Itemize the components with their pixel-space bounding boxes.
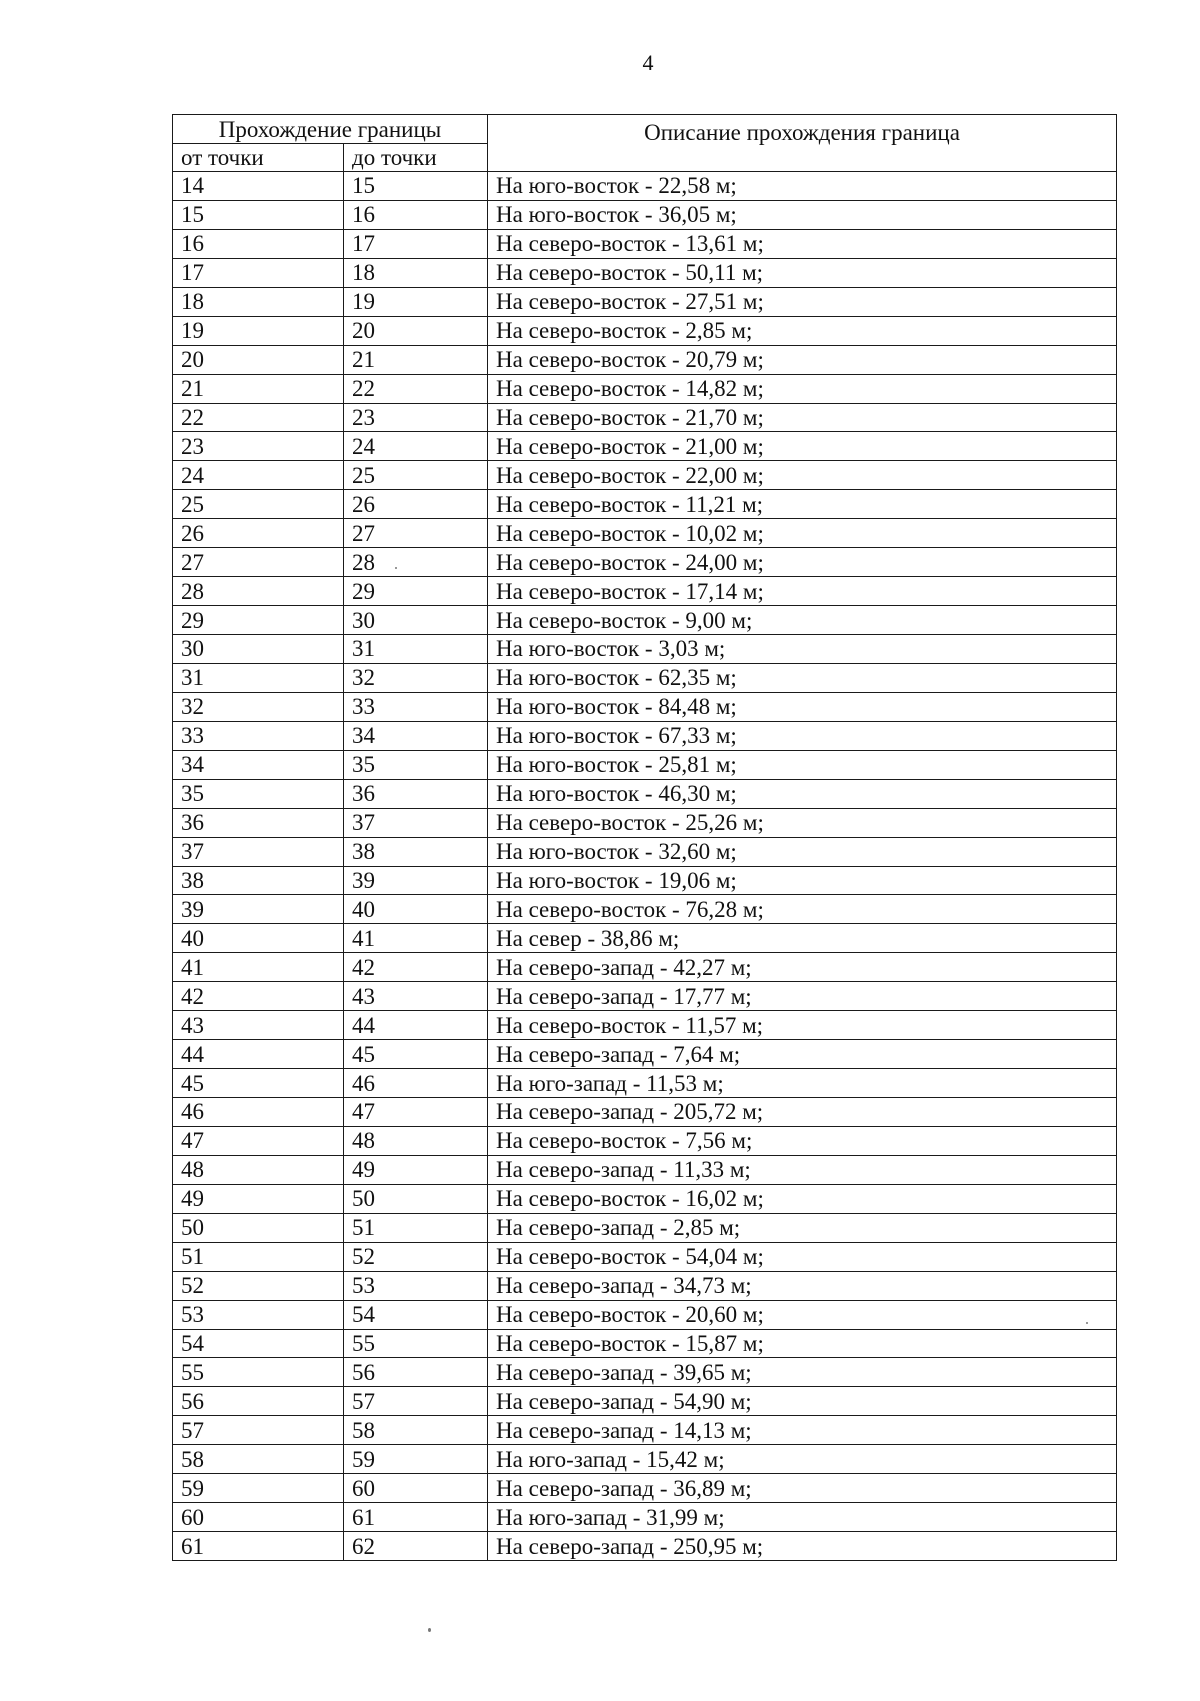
from-point-cell: 30: [173, 635, 344, 664]
to-point-cell: 36: [344, 779, 488, 808]
from-point-cell: 27: [173, 548, 344, 577]
description-cell: На северо-восток - 10,02 м;: [488, 519, 1117, 548]
table-row: [173, 1532, 1117, 1561]
to-point-cell: 35: [344, 750, 488, 779]
from-point-cell: 29: [173, 606, 344, 635]
table-row: [173, 1040, 1117, 1069]
table-row: [173, 461, 1117, 490]
description-cell: На северо-запад - 17,77 м;: [488, 982, 1117, 1011]
scan-speck: [1086, 1322, 1088, 1324]
table-row: [173, 258, 1117, 287]
to-point-cell: 51: [344, 1213, 488, 1242]
to-point-cell: 30: [344, 606, 488, 635]
from-point-cell: 28: [173, 577, 344, 606]
from-point-cell: 58: [173, 1445, 344, 1474]
description-cell: На северо-запад - 11,33 м;: [488, 1155, 1117, 1184]
to-point-cell: 49: [344, 1155, 488, 1184]
description-cell: На север - 38,86 м;: [488, 924, 1117, 953]
from-point-cell: 44: [173, 1040, 344, 1069]
to-point-cell: 39: [344, 866, 488, 895]
from-point-cell: 14: [173, 172, 344, 201]
table-row: [173, 374, 1117, 403]
description-cell: На северо-запад - 39,65 м;: [488, 1358, 1117, 1387]
table-row: [173, 808, 1117, 837]
table-row: [173, 1098, 1117, 1127]
table-row: [173, 403, 1117, 432]
from-point-cell: 21: [173, 374, 344, 403]
to-point-cell: 54: [344, 1300, 488, 1329]
to-point-cell: 47: [344, 1098, 488, 1127]
from-point-cell: 26: [173, 519, 344, 548]
description-cell: На юго-восток - 36,05 м;: [488, 200, 1117, 229]
table-row: [173, 1503, 1117, 1532]
from-point-cell: 61: [173, 1532, 344, 1561]
description-cell: На юго-восток - 22,58 м;: [488, 172, 1117, 201]
from-point-cell: 47: [173, 1126, 344, 1155]
description-cell: На юго-восток - 19,06 м;: [488, 866, 1117, 895]
table-row: [173, 1416, 1117, 1445]
to-point-cell: 38: [344, 837, 488, 866]
to-point-cell: 19: [344, 287, 488, 316]
from-point-cell: 31: [173, 663, 344, 692]
to-point-cell: 57: [344, 1387, 488, 1416]
table-row: [173, 866, 1117, 895]
table-row: [173, 1242, 1117, 1271]
scan-speck: [428, 1628, 431, 1632]
description-cell: На юго-восток - 3,03 м;: [488, 635, 1117, 664]
to-point-cell: 48: [344, 1126, 488, 1155]
to-point-cell: 23: [344, 403, 488, 432]
description-cell: На северо-запад - 36,89 м;: [488, 1474, 1117, 1503]
from-point-cell: 24: [173, 461, 344, 490]
header-from-point: от точки: [173, 144, 344, 172]
table-row: [173, 432, 1117, 461]
description-cell: На северо-восток - 24,00 м;: [488, 548, 1117, 577]
description-cell: На северо-запад - 14,13 м;: [488, 1416, 1117, 1445]
page-number: 4: [642, 50, 654, 75]
to-point-cell: 37: [344, 808, 488, 837]
table-row: [173, 1300, 1117, 1329]
from-point-cell: 60: [173, 1503, 344, 1532]
from-point-cell: 36: [173, 808, 344, 837]
from-point-cell: 52: [173, 1271, 344, 1300]
to-point-cell: 41: [344, 924, 488, 953]
table-row: [173, 548, 1117, 577]
from-point-cell: 22: [173, 403, 344, 432]
table-row: [173, 1329, 1117, 1358]
to-point-cell: 18: [344, 258, 488, 287]
to-point-cell: 25: [344, 461, 488, 490]
to-point-cell: 20: [344, 316, 488, 345]
description-cell: На северо-запад - 54,90 м;: [488, 1387, 1117, 1416]
to-point-cell: 33: [344, 692, 488, 721]
to-point-cell: 62: [344, 1532, 488, 1561]
description-cell: На северо-восток - 17,14 м;: [488, 577, 1117, 606]
table-row: [173, 663, 1117, 692]
description-cell: На северо-восток - 27,51 м;: [488, 287, 1117, 316]
from-point-cell: 32: [173, 692, 344, 721]
description-cell: На северо-восток - 15,87 м;: [488, 1329, 1117, 1358]
to-point-cell: 61: [344, 1503, 488, 1532]
description-cell: На юго-запад - 15,42 м;: [488, 1445, 1117, 1474]
from-point-cell: 15: [173, 200, 344, 229]
description-cell: На юго-восток - 46,30 м;: [488, 779, 1117, 808]
to-point-cell: 15: [344, 172, 488, 201]
to-point-cell: 27: [344, 519, 488, 548]
table-row: [173, 490, 1117, 519]
description-cell: На северо-восток - 11,57 м;: [488, 1011, 1117, 1040]
boundary-table: [172, 114, 1117, 1561]
description-cell: На северо-восток - 22,00 м;: [488, 461, 1117, 490]
table-row: [173, 895, 1117, 924]
table-row: [173, 345, 1117, 374]
from-point-cell: 34: [173, 750, 344, 779]
description-cell: На северо-запад - 42,27 м;: [488, 953, 1117, 982]
from-point-cell: 46: [173, 1098, 344, 1127]
table-row: [173, 982, 1117, 1011]
from-point-cell: 56: [173, 1387, 344, 1416]
from-point-cell: 17: [173, 258, 344, 287]
from-point-cell: 19: [173, 316, 344, 345]
from-point-cell: 49: [173, 1184, 344, 1213]
table-body: [173, 172, 1117, 1561]
to-point-cell: 58: [344, 1416, 488, 1445]
description-cell: На юго-запад - 31,99 м;: [488, 1503, 1117, 1532]
to-point-cell: 53: [344, 1271, 488, 1300]
to-point-cell: 31: [344, 635, 488, 664]
to-point-cell: 55: [344, 1329, 488, 1358]
header-boundary-passage: Прохождение границы: [173, 115, 488, 144]
table-row: [173, 577, 1117, 606]
to-point-cell: 21: [344, 345, 488, 374]
from-point-cell: 45: [173, 1069, 344, 1098]
from-point-cell: 25: [173, 490, 344, 519]
to-point-cell: 52: [344, 1242, 488, 1271]
from-point-cell: 55: [173, 1358, 344, 1387]
from-point-cell: 23: [173, 432, 344, 461]
table-row: [173, 519, 1117, 548]
description-cell: На северо-восток - 14,82 м;: [488, 374, 1117, 403]
to-point-cell: 24: [344, 432, 488, 461]
description-cell: На северо-восток - 13,61 м;: [488, 229, 1117, 258]
to-point-cell: 34: [344, 721, 488, 750]
table-row: [173, 1126, 1117, 1155]
to-point-cell: 60: [344, 1474, 488, 1503]
from-point-cell: 48: [173, 1155, 344, 1184]
table-row: [173, 1474, 1117, 1503]
table-row: [173, 635, 1117, 664]
to-point-cell: 42: [344, 953, 488, 982]
description-cell: На северо-восток - 25,26 м;: [488, 808, 1117, 837]
from-point-cell: 20: [173, 345, 344, 374]
table-row: [173, 837, 1117, 866]
table-row: [173, 953, 1117, 982]
from-point-cell: 35: [173, 779, 344, 808]
to-point-cell: 44: [344, 1011, 488, 1040]
description-cell: На северо-запад - 205,72 м;: [488, 1098, 1117, 1127]
table-row: [173, 172, 1117, 201]
to-point-cell: 46: [344, 1069, 488, 1098]
from-point-cell: 39: [173, 895, 344, 924]
from-point-cell: 59: [173, 1474, 344, 1503]
description-cell: На юго-восток - 62,35 м;: [488, 663, 1117, 692]
description-cell: На северо-запад - 7,64 м;: [488, 1040, 1117, 1069]
to-point-cell: 59: [344, 1445, 488, 1474]
from-point-cell: 50: [173, 1213, 344, 1242]
table-row: [173, 1213, 1117, 1242]
from-point-cell: 51: [173, 1242, 344, 1271]
from-point-cell: 41: [173, 953, 344, 982]
table-row: [173, 750, 1117, 779]
description-cell: На северо-восток - 76,28 м;: [488, 895, 1117, 924]
description-cell: На юго-запад - 11,53 м;: [488, 1069, 1117, 1098]
table-row: [173, 924, 1117, 953]
table-row: [173, 1011, 1117, 1040]
table-row: [173, 692, 1117, 721]
to-point-cell: 29: [344, 577, 488, 606]
to-point-cell: 22: [344, 374, 488, 403]
from-point-cell: 16: [173, 229, 344, 258]
table-row: [173, 200, 1117, 229]
from-point-cell: 38: [173, 866, 344, 895]
to-point-cell: 16: [344, 200, 488, 229]
table-row: [173, 721, 1117, 750]
table-row: [173, 1358, 1117, 1387]
table-header: [173, 115, 1117, 172]
from-point-cell: 37: [173, 837, 344, 866]
to-point-cell: 40: [344, 895, 488, 924]
from-point-cell: 33: [173, 721, 344, 750]
description-cell: На юго-восток - 32,60 м;: [488, 837, 1117, 866]
from-point-cell: 18: [173, 287, 344, 316]
header-to-point: до точки: [344, 144, 488, 172]
to-point-cell: 28: [344, 548, 488, 577]
description-cell: На северо-восток - 21,70 м;: [488, 403, 1117, 432]
description-cell: На северо-запад - 250,95 м;: [488, 1532, 1117, 1561]
from-point-cell: 54: [173, 1329, 344, 1358]
description-cell: На юго-восток - 67,33 м;: [488, 721, 1117, 750]
description-cell: На северо-восток - 9,00 м;: [488, 606, 1117, 635]
description-cell: На северо-восток - 11,21 м;: [488, 490, 1117, 519]
description-cell: На северо-запад - 2,85 м;: [488, 1213, 1117, 1242]
description-cell: На северо-восток - 16,02 м;: [488, 1184, 1117, 1213]
to-point-cell: 50: [344, 1184, 488, 1213]
table-row: [173, 1184, 1117, 1213]
to-point-cell: 17: [344, 229, 488, 258]
header-description: Описание прохождения граница: [488, 115, 1117, 172]
from-point-cell: 42: [173, 982, 344, 1011]
to-point-cell: 43: [344, 982, 488, 1011]
description-cell: На северо-восток - 21,00 м;: [488, 432, 1117, 461]
from-point-cell: 43: [173, 1011, 344, 1040]
description-cell: На северо-восток - 50,11 м;: [488, 258, 1117, 287]
description-cell: На юго-восток - 84,48 м;: [488, 692, 1117, 721]
description-cell: На северо-восток - 54,04 м;: [488, 1242, 1117, 1271]
to-point-cell: 26: [344, 490, 488, 519]
table-row: [173, 1271, 1117, 1300]
description-cell: На юго-восток - 25,81 м;: [488, 750, 1117, 779]
table-row: [173, 1387, 1117, 1416]
scan-speck: [395, 567, 397, 569]
table-row: [173, 229, 1117, 258]
to-point-cell: 32: [344, 663, 488, 692]
table-row: [173, 1155, 1117, 1184]
description-cell: На северо-восток - 20,79 м;: [488, 345, 1117, 374]
table-row: [173, 779, 1117, 808]
table-row: [173, 287, 1117, 316]
to-point-cell: 45: [344, 1040, 488, 1069]
table-row: [173, 606, 1117, 635]
table-row: [173, 1445, 1117, 1474]
description-cell: На северо-восток - 2,85 м;: [488, 316, 1117, 345]
description-cell: На северо-восток - 20,60 м;: [488, 1300, 1117, 1329]
table-row: [173, 1069, 1117, 1098]
from-point-cell: 53: [173, 1300, 344, 1329]
description-cell: На северо-запад - 34,73 м;: [488, 1271, 1117, 1300]
to-point-cell: 56: [344, 1358, 488, 1387]
table-row: [173, 316, 1117, 345]
description-cell: На северо-восток - 7,56 м;: [488, 1126, 1117, 1155]
from-point-cell: 40: [173, 924, 344, 953]
from-point-cell: 57: [173, 1416, 344, 1445]
